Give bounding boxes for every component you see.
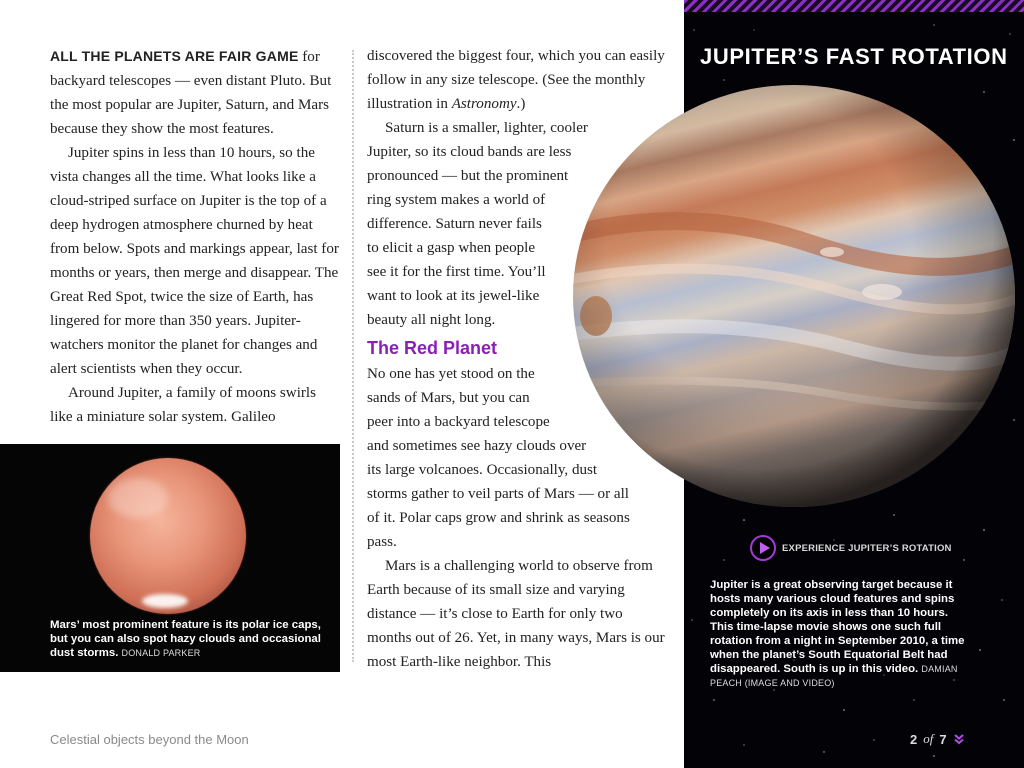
jupiter-credit: DAMIAN PEACH (IMAGE AND VIDEO) bbox=[710, 664, 958, 688]
paragraph-jupiter: Jupiter spins in less than 10 hours, so the vista changes all the time. What looks like a cloud-striped surface on Jupiter is the top of a deep hydrogen atmosphere churned by heat from below. Spots and markings appear, last for months or years, then merge and disappear. The Great Red Spot, twice the size of Earth, has lingered for more than 350 years. Jupiter-watchers monitor the planet for changes and alert scientists when they occur. bbox=[50, 145, 339, 377]
text-line: storms gather to veil parts of Mars — or all bbox=[367, 486, 629, 502]
mars-caption bbox=[50, 618, 330, 660]
accent-stripe bbox=[684, 0, 1024, 12]
jupiter-caption-text: Jupiter is a great observing target because it hosts many various cloud features and spins completely on its axis in less than 10 hours. This time-lapse movie shows one such full rotation from a night in September 2010, a time when the planet’s South Equatorial Belt had disappeared. South is up in this video. bbox=[710, 579, 965, 675]
mars-credit: DONALD PARKER bbox=[121, 648, 201, 658]
sidebar-title: JUPITER’S FAST ROTATION bbox=[700, 44, 1008, 69]
column-divider bbox=[352, 50, 354, 662]
galileo-text: discovered the biggest four, which you can easily follow in any size telescope. (See the monthly illustration in bbox=[367, 48, 665, 112]
left-text-column bbox=[50, 44, 342, 429]
galileo-text-end: .) bbox=[516, 96, 526, 112]
play-label[interactable]: EXPERIENCE JUPITER’S ROTATION bbox=[782, 542, 952, 554]
play-icon bbox=[760, 542, 770, 554]
paragraph-moons: Around Jupiter, a family of moons swirls like a miniature solar system. Galileo bbox=[50, 385, 316, 425]
section-heading-red-planet: The Red Planet bbox=[367, 338, 498, 358]
jupiter-image bbox=[572, 84, 1016, 508]
text-line: ring system makes a world of bbox=[367, 192, 546, 208]
text-line: pronounced — but the prominent bbox=[367, 168, 569, 184]
page-current: 2 bbox=[910, 731, 918, 747]
jupiter-caption bbox=[710, 578, 968, 690]
text-line: sands of Mars, but you can bbox=[367, 390, 530, 406]
text-line: its large volcanoes. Occasionally, dust bbox=[367, 462, 598, 478]
double-chevron-down-icon[interactable] bbox=[953, 733, 965, 746]
text-line: and sometimes see hazy clouds over bbox=[367, 438, 587, 454]
mars-caption-text: Mars’ most prominent feature is its polar ice caps, but you can also spot hazy clouds and occasional dust storms. bbox=[50, 619, 321, 659]
play-button[interactable] bbox=[750, 535, 776, 561]
intro-text: for backyard telescopes — even distant Pluto. But the most popular are Jupiter, Saturn, and Mars because they show the most features. bbox=[50, 49, 332, 137]
page-indicator bbox=[910, 731, 965, 747]
mars-image bbox=[90, 458, 246, 614]
text-line: of it. Polar caps grow and shrink as seasons bbox=[367, 510, 630, 526]
text-line: No one has yet stood on the bbox=[367, 366, 535, 382]
paragraph-intro bbox=[50, 44, 342, 141]
text-line: difference. Saturn never fails bbox=[367, 216, 542, 232]
mars-figure bbox=[0, 444, 340, 672]
text-line: to elicit a gasp when people bbox=[367, 240, 536, 256]
text-line: pass. bbox=[367, 534, 397, 550]
section-footer: Celestial objects beyond the Moon bbox=[50, 732, 249, 747]
astronomy-title: Astronomy bbox=[451, 96, 517, 112]
text-line: Jupiter, so its cloud bands are less bbox=[367, 144, 572, 160]
text-line: see it for the first time. You’ll bbox=[367, 264, 546, 280]
text-line: want to look at its jewel-like bbox=[367, 288, 540, 304]
double-chevron-down-glyph bbox=[953, 733, 965, 745]
lead-in: ALL THE PLANETS ARE FAIR GAME bbox=[50, 48, 299, 64]
text-line: beauty all night long. bbox=[367, 312, 496, 328]
experience-rotation-control[interactable] bbox=[750, 535, 952, 561]
text-line: Saturn is a smaller, lighter, cooler bbox=[385, 120, 588, 136]
page-of: of bbox=[923, 731, 934, 746]
text-line: peer into a backyard telescope bbox=[367, 414, 550, 430]
paragraph-mars-challenge: Mars is a challenging world to observe from Earth because of its small size and varying distance — it’s close to Earth for only two months out of 26. Yet, in many ways, Mars is our most Earth-like neighbor. This bbox=[367, 558, 665, 670]
page-total: 7 bbox=[939, 731, 947, 747]
